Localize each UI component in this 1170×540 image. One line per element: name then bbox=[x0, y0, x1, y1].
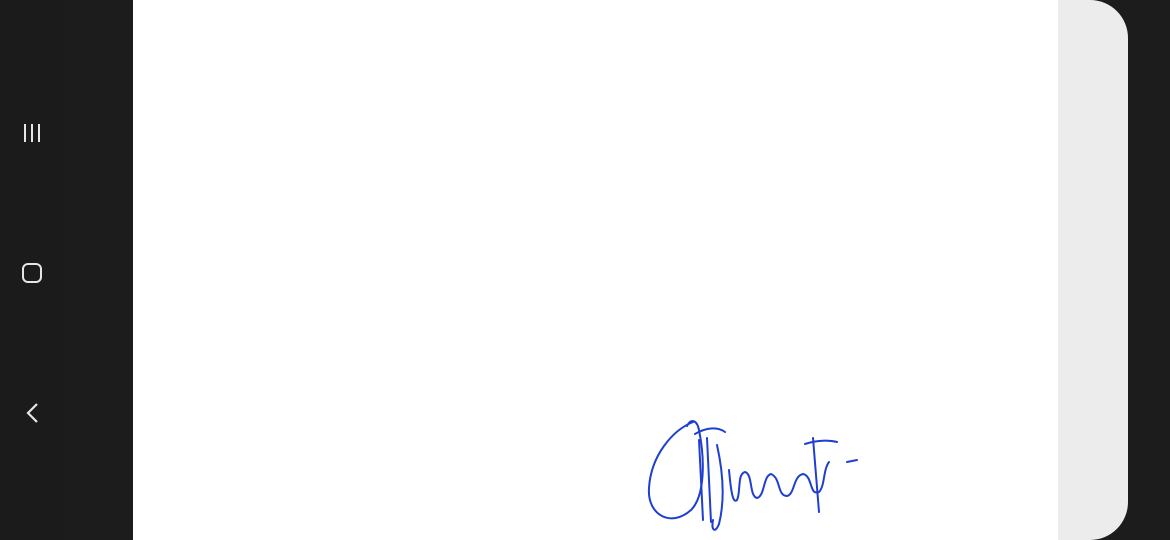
home-icon bbox=[22, 263, 42, 283]
document-page[interactable] bbox=[133, 0, 1058, 540]
recent-apps-button[interactable] bbox=[8, 109, 56, 157]
side-panel-edge bbox=[1058, 0, 1128, 540]
back-button[interactable] bbox=[8, 389, 56, 437]
handwritten-signature bbox=[633, 400, 873, 540]
recent-apps-icon bbox=[24, 124, 40, 142]
navigation-bar bbox=[0, 0, 64, 540]
back-icon bbox=[25, 402, 39, 424]
home-button[interactable] bbox=[8, 249, 56, 297]
